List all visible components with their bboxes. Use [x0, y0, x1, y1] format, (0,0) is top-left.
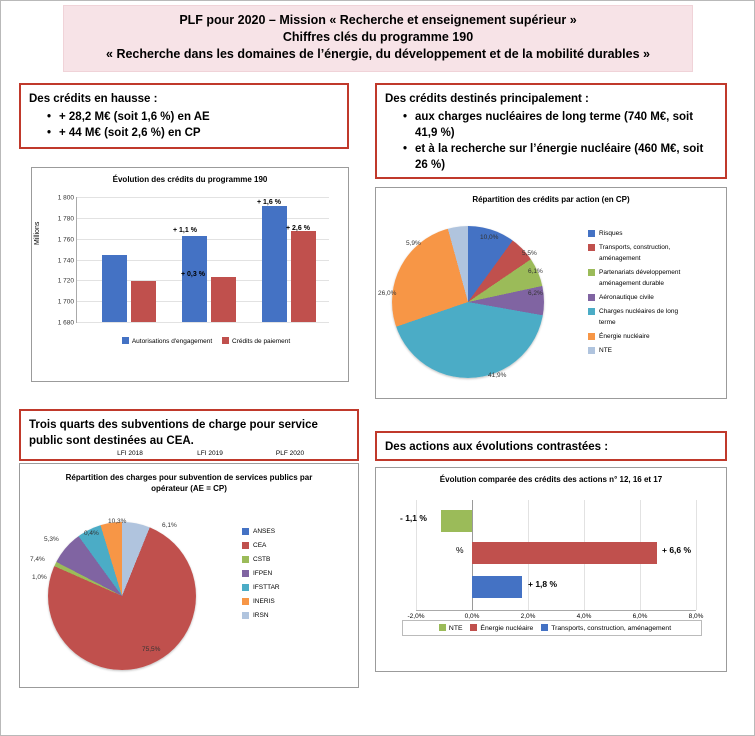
chart-repartition-charges-operateur: [19, 463, 359, 688]
x-tick-label: 8,0%: [688, 613, 704, 620]
pie-value-label: 41,9%: [488, 372, 507, 379]
legend-label: CEA: [253, 542, 267, 549]
pie-plot-area: [376, 208, 728, 396]
legend-swatch-ae: [122, 337, 129, 344]
chart-title: Évolution des crédits du programme 190: [112, 175, 268, 184]
bar-value-nte: - 1,1 %: [400, 513, 427, 523]
legend-item: [588, 228, 724, 239]
callout-list: [29, 109, 339, 141]
pie-slices: [48, 522, 196, 670]
legend-item: [242, 526, 352, 537]
pie-value-label: 6,1%: [528, 268, 543, 275]
legend-swatch: [242, 598, 249, 605]
legend-label: IFPEN: [253, 570, 273, 577]
chart-legend: [242, 526, 352, 624]
legend-swatch: [242, 542, 249, 549]
legend-label-ae: Autorisations d'engagement: [131, 338, 213, 345]
legend-swatch: [588, 244, 595, 251]
y-tick: 1 680: [57, 319, 74, 327]
legend-item: [242, 610, 352, 621]
legend-item: [588, 331, 724, 342]
legend-item: [242, 568, 352, 579]
list-item: • + 28,2 M€ (soit 1,6 %) en AE: [47, 109, 339, 125]
legend-label: Transports, construction, aménagement: [551, 625, 672, 632]
legend-item: [242, 582, 352, 593]
x-tick-label: LFI 2019: [197, 450, 223, 457]
pie-value-label: 6,1%: [162, 522, 177, 529]
pie-value-label: 5,5%: [522, 250, 537, 257]
legend-item: [242, 540, 352, 551]
callout-line-2: public sont destinées au CEA.: [29, 435, 194, 447]
y-tick: 1 700: [57, 298, 74, 306]
annotation-ae-2019: + 1,1 %: [173, 227, 197, 234]
plot-region: [400, 500, 704, 620]
chart-title: Répartition des crédits par action (en CP): [472, 195, 630, 204]
chart-repartition-credits-action: [375, 187, 727, 399]
x-tick-label: 4,0%: [576, 613, 592, 620]
bar-cp-2018: [131, 281, 156, 322]
title-line-2: Chiffres clés du programme 190: [282, 30, 474, 44]
legend-label: IFSTTAR: [253, 584, 280, 591]
legend-label: Énergie nucléaire: [480, 625, 534, 632]
legend-item: [588, 306, 724, 328]
legend-label: Partenariats développement aménagement durable: [599, 269, 681, 287]
legend-label: NTE: [599, 347, 612, 354]
y-tick: 1 760: [57, 236, 74, 244]
pie-value-label: 0,4%: [84, 530, 99, 537]
axis-label-percent: %: [456, 545, 464, 555]
callout-list: [385, 109, 717, 173]
list-item: • + 44 M€ (soit 2,6 %) en CP: [47, 125, 339, 141]
legend-label: Risques: [599, 230, 623, 237]
chart-legend: [588, 228, 724, 359]
chart-legend: [76, 337, 328, 345]
callout-title: Des crédits en hausse :: [29, 93, 158, 105]
legend-label: ANSES: [253, 528, 276, 535]
pie-value-label: 26,0%: [378, 290, 397, 297]
legend-swatch: [588, 269, 595, 276]
pie-value-label: 5,9%: [406, 240, 421, 247]
pie-value-label: 5,3%: [44, 536, 59, 543]
callout-title: Des crédits destinés principalement :: [385, 93, 589, 105]
legend-label: Transports, construction, aménagement: [599, 244, 671, 262]
bar-transports: [472, 576, 522, 598]
legend-label: INERIS: [253, 598, 275, 605]
annotation-ae-2020: + 1,6 %: [257, 199, 281, 206]
chart-title: Répartition des charges pour subvention de services publics par opérateur (AE = CP): [65, 473, 313, 493]
legend-item: [588, 345, 724, 356]
legend-item: [242, 554, 352, 565]
legend-item: [588, 292, 724, 303]
legend-swatch: [588, 333, 595, 340]
bar-cp-2020: [291, 231, 316, 322]
bar-ae-2019: [182, 236, 207, 323]
y-axis-label: Millions: [34, 221, 41, 245]
callout-actions-evolutions: [375, 431, 727, 461]
y-tick: 1 780: [57, 215, 74, 223]
legend-swatch: [588, 230, 595, 237]
pie-value-label: 1,0%: [32, 574, 47, 581]
legend-swatch: [242, 556, 249, 563]
legend-item: [588, 242, 724, 264]
legend-swatch: [588, 347, 595, 354]
callout-title: Des actions aux évolutions contrastées :: [385, 441, 609, 453]
bar-cp-2019: [211, 277, 236, 322]
legend-swatch: [588, 308, 595, 315]
pie-value-label: 75,5%: [142, 646, 161, 653]
x-tick-label: PLF 2020: [275, 450, 305, 457]
list-item: • aux charges nucléaires de long terme (740 M€, soit 41,9 %): [403, 109, 717, 141]
legend-label: Charges nucléaires de long terme: [599, 308, 679, 326]
legend-item: [242, 596, 352, 607]
bar-nte: [441, 510, 472, 532]
legend-item: [588, 267, 724, 289]
y-tick: 1 800: [57, 194, 74, 202]
chart-title: Évolution comparée des crédits des actions n° 12, 16 et 17: [439, 475, 663, 484]
bar-value-transports: + 1,8 %: [528, 579, 558, 589]
legend-swatch-cp: [222, 337, 229, 344]
bar-value-energie-nucleaire: + 6,6 %: [662, 545, 692, 555]
title-line-1: PLF pour 2020 – Mission « Recherche et enseignement supérieur »: [179, 13, 577, 27]
pie-value-label: 10,0%: [480, 234, 499, 241]
legend-label: Aéronautique civile: [599, 294, 654, 301]
y-tick: 1 740: [57, 257, 74, 264]
legend-label: Énergie nucléaire: [599, 333, 650, 340]
legend-swatch: [242, 570, 249, 577]
x-tick-label: 6,0%: [632, 613, 648, 620]
legend-swatch: [588, 294, 595, 301]
legend-swatch: [242, 528, 249, 535]
legend-swatch: [541, 624, 548, 631]
list-item: • et à la recherche sur l’énergie nucléaire (460 M€, soit 26 %): [403, 141, 717, 173]
legend-swatch: [242, 584, 249, 591]
annotation-cp-2020: + 2,6 %: [286, 225, 310, 232]
y-tick: 1 720: [57, 277, 74, 285]
title-line-3: « Recherche dans les domaines de l’énergie, du développement et de la mobilité durables »: [106, 47, 650, 61]
chart-legend: [402, 620, 702, 636]
pie-value-label: 10,3%: [108, 518, 127, 525]
bar-energie-nucleaire: [472, 542, 657, 564]
x-tick-label: -2,0%: [407, 613, 425, 620]
bar-ae-2020: [262, 206, 287, 322]
callout-credits-en-hausse: [19, 83, 349, 149]
x-tick-label: LFI 2018: [117, 450, 143, 457]
legend-label: NTE: [448, 625, 463, 632]
x-tick-label: 0,0%: [464, 613, 480, 620]
legend-swatch: [439, 624, 446, 631]
callout-credits-destines: [375, 83, 727, 179]
legend-label: IRSN: [253, 612, 269, 619]
pie-slices: [392, 226, 544, 378]
legend-label-cp: Crédits de paiement: [232, 338, 291, 345]
annotation-cp-2019: + 0,3 %: [181, 271, 205, 278]
legend-label: CSTB: [253, 556, 271, 563]
chart-evolution-comparee-actions: [375, 467, 727, 672]
bar-ae-2018: [102, 255, 127, 322]
x-tick-label: 2,0%: [520, 613, 536, 620]
page-title: [63, 5, 693, 72]
pie-value-label: 6,2%: [528, 290, 543, 297]
pie-plot-area: [20, 500, 360, 688]
pie-value-label: 7,4%: [30, 556, 45, 563]
legend-swatch: [470, 624, 477, 631]
legend-swatch: [242, 612, 249, 619]
callout-line-1: Trois quarts des subventions de charge pour service: [29, 419, 318, 431]
